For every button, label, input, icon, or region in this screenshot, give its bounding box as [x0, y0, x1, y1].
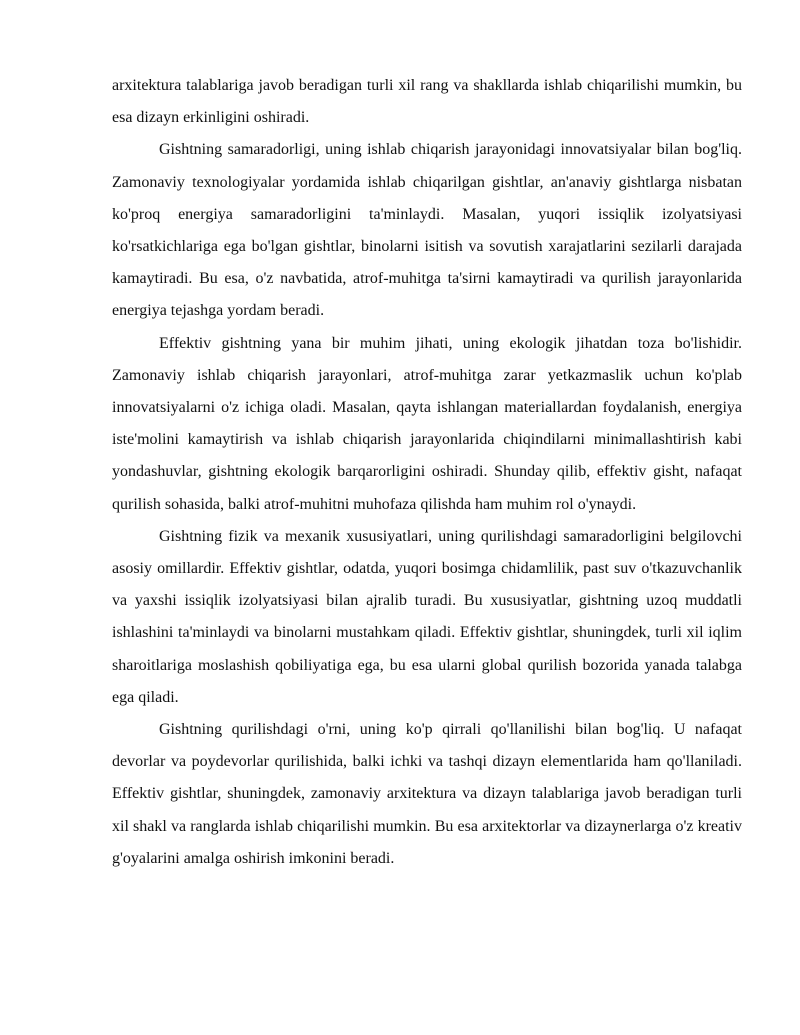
paragraph-construction-role: Gishtning qurilishdagi o'rni, uning ko'p qirrali qo'llanilishi bilan bog'liq. U nafaqat devorlar va poydevorlar qurilishida, balki ichki va tashqi dizayn elementlarida ham qo'llaniladi. Effektiv gishtlar, shuningdek, zamonaviy arxitektura va dizayn talablariga javob beradigan turli xil shakl va ranglarda ishlab chiqarilishi mumkin. Bu esa arxitektorlar va dizaynerlarga o'z kreativ g'oyalarini amalga oshirish imkonini beradi. [112, 721, 742, 867]
paragraph-ecology: Effektiv gishtning yana bir muhim jihati, uning ekologik jihatdan toza bo'lishidir. Zamonaviy ishlab chiqarish jarayonlari, atrof-muhitga zarar yetkazmaslik uchun ko'plab innovatsiyalarni o'z ichiga oladi. Masalan, qayta ishlangan materiallardan foydalanish, energiya iste'molini kamaytirish va ishlab chiqarish jarayonlarida chiqindilarni minimallashtirish kabi yondashuvlar, gishtning ekologik barqarorligini oshiradi. Shunday qilib, effektiv gisht, nafaqat qurilish sohasida, balki atrof-muhitni muhofaza qilishda ham muhim rol o'ynaydi. [112, 334, 742, 513]
paragraph-continuation: arxitektura talablariga javob beradigan turli xil rang va shakllarda ishlab chiqarilishi mumkin, bu esa dizayn erkinligini oshiradi. [112, 77, 742, 127]
paragraph-brick-efficiency: Gishtning samaradorligi, uning ishlab chiqarish jarayonidagi innovatsiyalar bilan bog'liq. Zamonaviy texnologiyalar yordamida ishlab chiqarilgan gishtlar, an'anaviy gishtlarga nisbatan ko'proq energiya samaradorligini ta'minlaydi. Masalan, yuqori issiqlik izolyatsiyasi ko'rsatkichlariga ega bo'lgan gishtlar, binolarni isitish va sovutish xarajatlarini sezilarli darajada kamaytiradi. Bu esa, o'z navbatida, atrof-muhitga ta'sirni kamaytiradi va qurilish jarayonlarida energiya tejashga yordam beradi. [112, 141, 742, 320]
document-page [112, 70, 742, 875]
paragraph-physical-properties: Gishtning fizik va mexanik xususiyatlari, uning qurilishdagi samaradorligini belgilovchi asosiy omillardir. Effektiv gishtlar, odatda, yuqori bosimga chidamlilik, past suv o'tkazuvchanlik va yaxshi issiqlik izolyatsiyasi bilan ajralib turadi. Bu xususiyatlar, gishtning uzoq muddatli ishlashini ta'minlaydi va binolarni mustahkam qiladi. Effektiv gishtlar, shuningdek, turli xil iqlim sharoitlariga moslashish qobiliyatiga ega, bu esa ularni global qurilish bozorida yanada talabga ega qiladi. [112, 527, 742, 706]
